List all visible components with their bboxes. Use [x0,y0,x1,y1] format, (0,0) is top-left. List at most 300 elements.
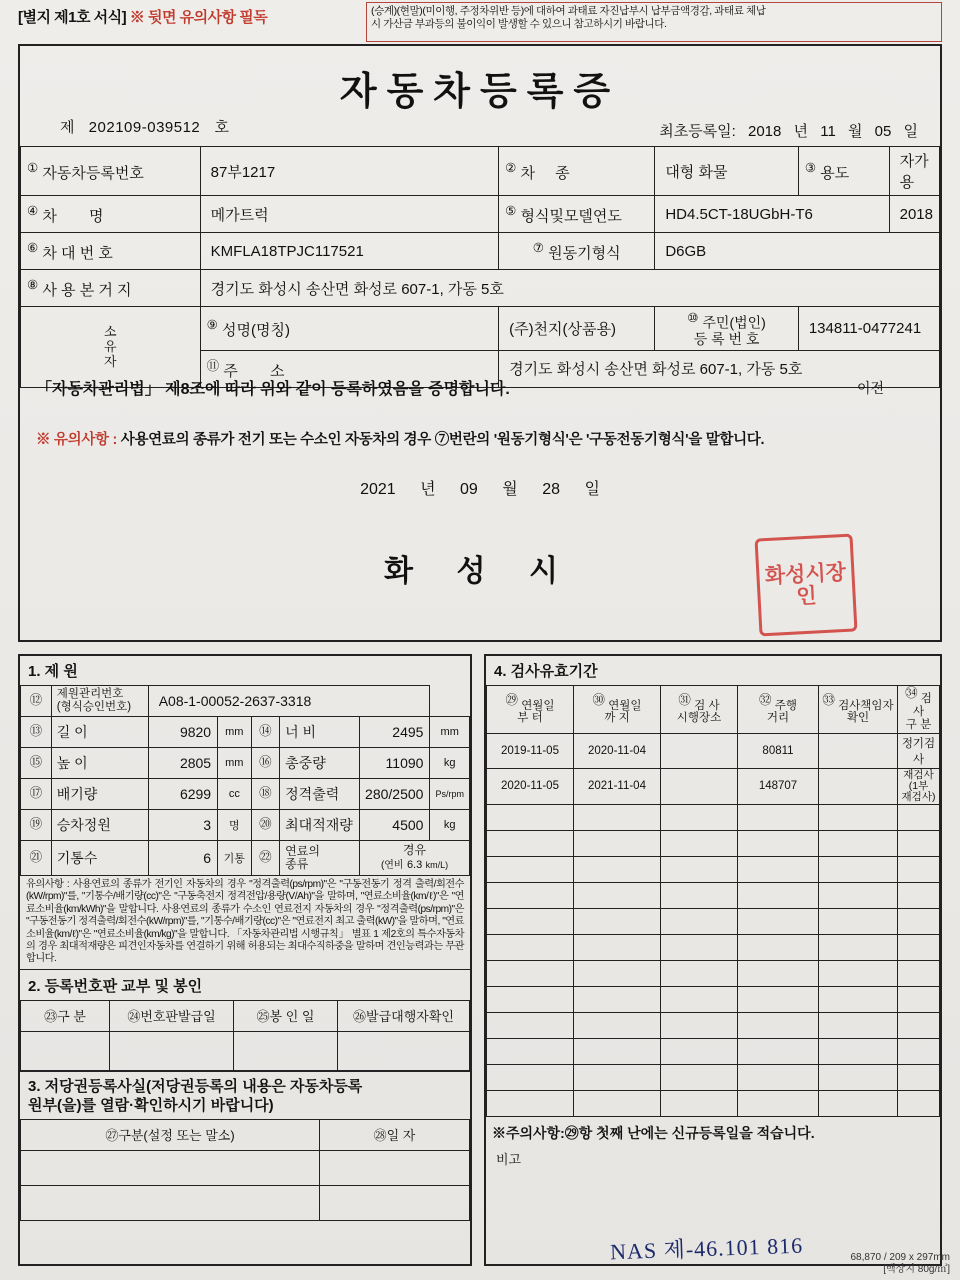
insp-cell-4-inspector [819,856,898,882]
insp-marker-34: ㉞ [905,686,918,700]
form-tag [18,6,267,27]
mortgage-cell-0-0 [21,1150,320,1185]
notice-line-1: (승계)(현말)(미이행, 주정차위반 등)에 대하여 과태료 자진납부시 납부금액경감, 과태료 체납 [371,5,766,17]
first-reg-month: 11 [820,123,836,140]
insp-cell-6-place [661,908,738,934]
insp-cell-11-inspector [819,1038,898,1064]
insp-cell-0-type: 정기검사 [898,733,940,768]
table-row [487,768,940,804]
insp-header-type-l1: 검 사 [912,692,932,718]
insp-cell-6-inspector [819,908,898,934]
value-vehicle-name: 메가트럭 [200,196,498,233]
marker-2: ② [505,160,517,175]
table-row [21,779,470,810]
value-owner-address: 경기도 화성시 송산면 화성로 607-1, 가동 5호 [499,350,940,387]
insp-cell-12-distance [738,1064,819,1090]
mortgage-header-1: ㉘일 자 [320,1119,470,1150]
insp-header-place-l2: 시행장소 [676,712,722,725]
insp-cell-6-type [898,908,940,934]
table-row [21,233,940,270]
table-row [487,960,940,986]
marker-11: ⑪ [206,359,220,374]
footer-line-1: 68,870 / 209 x 297mm [850,1252,950,1263]
insp-cell-8-inspector [819,960,898,986]
insp-cell-6-from [487,908,574,934]
inspection-block [484,654,942,1266]
insp-marker-31: ㉛ [678,692,691,707]
fuel-efficiency-value: 6.3 [406,859,423,871]
value-model-year: 2018 [889,196,939,233]
insp-header-distance-l2: 거리 [766,712,790,725]
value-vehicle-type: 대형 화물 [655,147,799,196]
label-engine-type: 원동기형식 [548,244,621,262]
table-row [487,882,940,908]
spec-unit-seating: 명 [218,810,251,841]
insp-cell-11-place [661,1038,738,1064]
insp-cell-7-to [574,934,661,960]
inspection-header-from [487,686,574,734]
insp-header-from-l2: 부 터 [517,712,543,725]
vehicle-info-table [20,146,940,388]
insp-cell-3-inspector [819,830,898,856]
issue-month-unit: 월 [502,481,518,498]
mortgage-cell-0-1 [320,1150,470,1185]
insp-cell-7-from [487,934,574,960]
insp-cell-11-to [574,1038,661,1064]
table-row [487,830,940,856]
table-row [487,934,940,960]
plate-cell-0-1 [110,1031,234,1070]
inspection-table [486,685,940,1117]
spec-table [20,685,470,876]
spec-value-cylinders: 6 [148,841,217,876]
label-vehicle-type: 차 종 [520,164,578,182]
cell-label-engine-type [499,233,655,270]
table-row [487,733,940,768]
spec-value-power: 280/2500 [360,779,430,810]
insp-cell-0-from: 2019-11-05 [487,733,574,768]
insp-cell-6-to [574,908,661,934]
insp-cell-2-distance [738,804,819,830]
label-reg-no: 자동차등록번호 [42,164,144,182]
insp-cell-8-to [574,960,661,986]
insp-cell-7-type [898,934,940,960]
insp-cell-1-distance: 148707 [738,768,819,804]
spec-marker-19: ⑲ [29,816,43,831]
spec-label-fuel-type [280,841,360,876]
table-row [21,307,940,351]
spec-label-height: 높 이 [51,748,148,779]
warning-text: 사용연료의 종류가 전기 또는 수소인 자동차의 경우 ⑦번란의 '원동기형식'은 '구동전동기형식'을 말합니다. [120,432,765,448]
insp-cell-1-place [661,768,738,804]
table-row [21,1031,470,1070]
insp-cell-9-place [661,986,738,1012]
marker-9: ⑨ [206,317,218,332]
insp-header-inspector-l1: 검사책임자 [838,699,894,712]
marker-5: ⑤ [505,203,517,218]
value-usage: 자가용 [889,147,939,196]
table-row [21,1119,470,1150]
insp-cell-5-inspector [819,882,898,908]
cell-label-vehicle-name [21,196,201,233]
official-seal-stamp: 화성시장인 [755,534,858,637]
insp-cell-2-inspector [819,804,898,830]
insp-cell-13-distance [738,1090,819,1116]
spec-label-max-load: 최대적재량 [280,810,360,841]
insp-cell-11-type [898,1038,940,1064]
cell-label-reg-no [21,147,201,196]
insp-cell-13-type [898,1090,940,1116]
label-vehicle-name: 차 명 [42,207,118,225]
insp-cell-13-from [487,1090,574,1116]
insp-marker-33: ㉝ [822,692,835,707]
inspection-header-type [898,686,940,734]
remark-label: 비고 [496,1151,522,1167]
label-owner-address: 주 소 [223,363,299,381]
insp-cell-9-inspector [819,986,898,1012]
spec-block [18,654,472,1266]
table-row [21,748,470,779]
insp-marker-29: ㉙ [505,692,518,707]
marker-8: ⑧ [27,277,39,292]
insp-cell-10-distance [738,1012,819,1038]
spec-marker-14: ⑭ [259,723,272,738]
spec-unit-displacement: cc [218,779,251,810]
first-reg-year: 2018 [748,123,782,140]
reg-prefix: 제 [60,119,75,136]
spec-value-width: 2495 [360,717,430,748]
spec-marker-12: ⑫ [29,692,43,707]
spec-value-max-load: 4500 [360,810,430,841]
spec-marker-21: ㉑ [29,849,43,864]
cell-label-usage [798,147,889,196]
insp-cell-10-place [661,1012,738,1038]
insp-cell-0-inspector [819,733,898,768]
label-model: 형식및모델연도 [520,207,622,225]
spec-label-manage-no-b: (형식승인번호) [56,701,132,713]
insp-cell-10-to [574,1012,661,1038]
top-strip [18,4,942,40]
table-row [21,1185,470,1220]
inspection-header-distance [738,686,819,734]
insp-cell-13-inspector [819,1090,898,1116]
plate-cell-0-3 [338,1031,470,1070]
insp-cell-9-distance [738,986,819,1012]
table-row [487,986,940,1012]
issue-year: 2021 [360,481,396,498]
insp-cell-1-type-b: 재검사) [901,790,936,803]
spec-unit-width: mm [430,717,470,748]
table-row [21,841,470,876]
first-reg-year-unit: 년 [793,123,809,140]
inspection-caution: ※주의사항:㉙항 첫째 난에는 신규등록일을 적습니다. [492,1124,815,1141]
insp-cell-9-from [487,986,574,1012]
insp-cell-13-place [661,1090,738,1116]
insp-cell-10-type [898,1012,940,1038]
insp-cell-8-from [487,960,574,986]
first-reg-day-unit: 일 [903,123,918,140]
label-usage: 용도 [820,164,850,182]
insp-cell-5-distance [738,882,819,908]
form-tag-notice: ※ 뒷면 유의사항 필독 [129,9,268,26]
plate-header-2: ㉕봉 인 일 [234,1000,338,1031]
insp-header-to-l1: 연월일 [608,699,642,712]
mortgage-header-0: ㉗구분(설정 또는 말소) [21,1119,320,1150]
issue-month: 09 [460,481,478,498]
insp-marker-32: ㉜ [759,692,772,707]
first-reg-day: 05 [874,123,892,140]
plate-cell-0-2 [234,1031,338,1070]
value-vin: KMFLA18TPJC117521 [200,233,498,270]
insp-cell-7-inspector [819,934,898,960]
insp-cell-6-distance [738,908,819,934]
spec-marker-16: ⑯ [259,754,272,769]
insp-cell-12-to [574,1064,661,1090]
insp-cell-8-distance [738,960,819,986]
insp-cell-12-place [661,1064,738,1090]
insp-cell-2-type [898,804,940,830]
issue-date [20,476,940,499]
insp-cell-3-from [487,830,574,856]
fuel-efficiency-unit: km/L) [425,860,449,870]
table-row [487,804,940,830]
first-registration-date [655,120,922,141]
label-owner-id-b: 등 록 번 호 [693,330,760,347]
mortgage-title-a: 3. 저당권등록사실(저당권등록의 내용은 자동차등록 [28,1077,363,1095]
insp-header-to-l2: 까 지 [604,712,630,725]
table-row [21,1150,470,1185]
insp-marker-30: ㉚ [592,692,605,707]
insp-header-from-l1: 연월일 [521,699,555,712]
first-reg-label: 최초등록일: [659,123,736,140]
table-row [21,196,940,233]
insp-cell-1-type-a: 재검사(1부 [903,768,934,792]
insp-cell-5-to [574,882,661,908]
insp-cell-4-from [487,856,574,882]
marker-6: ⑥ [27,240,39,255]
insp-cell-10-from [487,1012,574,1038]
insp-cell-5-from [487,882,574,908]
insp-cell-12-from [487,1064,574,1090]
insp-cell-7-place [661,934,738,960]
inspection-header-inspector [819,686,898,734]
spec-label-length: 길 이 [51,717,148,748]
value-base-location: 경기도 화성시 송산면 화성로 607-1, 가동 5호 [200,270,939,307]
insp-cell-13-to [574,1090,661,1116]
insp-cell-5-type [898,882,940,908]
inspection-section-title: 4. 검사유효기간 [494,663,598,680]
insp-header-distance-l1: 주행 [774,699,797,712]
notice-box [366,2,942,42]
first-reg-month-unit: 월 [847,123,863,140]
spec-label-manage-no [51,686,148,717]
mortgage-table [20,1119,470,1221]
insp-cell-0-to: 2020-11-04 [574,733,661,768]
spec-label-power: 정격출력 [280,779,360,810]
insp-header-type-l2: 구 분 [905,718,932,731]
insp-cell-1-to: 2021-11-04 [574,768,661,804]
table-row [487,1090,940,1116]
mortgage-cell-1-1 [320,1185,470,1220]
mortgage-cell-1-0 [21,1185,320,1220]
mortgage-title-b: 원부(을)를 열람·확인하시기 바랍니다) [28,1096,274,1114]
spec-label-fuel-type-b: 종류 [285,857,309,871]
insp-cell-5-place [661,882,738,908]
spec-label-displacement: 배기량 [51,779,148,810]
warning-line [36,428,764,449]
insp-cell-9-to [574,986,661,1012]
handwritten-note: NAS 제-46.101 816 [609,1232,804,1265]
value-reg-no: 87부1217 [200,147,498,196]
spec-marker-18: ⑱ [259,785,272,800]
spec-label-fuel-type-a: 연료의 [285,844,320,858]
marker-10: ⑩ [687,311,699,325]
owner-side-label: 소 유 자 [21,307,201,388]
value-model: HD4.5CT-18UGbH-T6 [655,196,889,233]
spec-section-title: 1. 제 원 [28,663,78,680]
spec-value-fuel-type: 경유 [402,843,427,857]
insp-cell-3-distance [738,830,819,856]
mortgage-section-title [20,1071,470,1119]
insp-cell-3-place [661,830,738,856]
value-engine-type: D6GB [655,233,940,270]
marker-7: ⑦ [532,240,544,255]
spec-value-gross-weight: 11090 [360,748,430,779]
label-vin: 차 대 번 호 [42,244,113,262]
insp-cell-9-type [898,986,940,1012]
table-row [487,1012,940,1038]
spec-value-length: 9820 [148,717,217,748]
plate-table [20,1000,470,1071]
insp-cell-8-place [661,960,738,986]
fuel-efficiency-label: (연비 [380,860,404,871]
cell-label-base-location [21,270,201,307]
marker-4: ④ [27,203,39,218]
footer-print-spec [850,1252,950,1276]
table-row [21,270,940,307]
inspection-header-place [661,686,738,734]
notice-line-2: 시 가산금 부과등의 불이익이 발생할 수 있으니 참고하시기 바랍니다. [371,18,667,30]
issue-day-unit: 일 [584,481,600,498]
insp-cell-11-from [487,1038,574,1064]
table-row [21,810,470,841]
plate-header-1: ㉔번호판발급일 [110,1000,234,1031]
table-row [21,1000,470,1031]
spec-unit-length: mm [218,717,251,748]
table-row [487,908,940,934]
marker-1: ① [27,160,39,175]
insp-cell-4-to [574,856,661,882]
insp-cell-10-inspector [819,1012,898,1038]
insp-header-place-l1: 검 사 [694,699,720,712]
spec-label-manage-no-a: 제원관리번호 [56,688,124,700]
insp-cell-0-distance: 80811 [738,733,819,768]
spec-note: 유의사항 : 사용연료의 종류가 전기인 자동차의 경우 "정격출력(ps/rpm)"은 "구동전동기 정격 출력/회전수(kW/rpm)"를, "기통수/배기량(cc)"은 "구동축전지 정격전압/용량(V/Ah)"을 말하며, "연료소비율(km/ℓ)"은 "연료소비율(km/kWh)"을 말합니다. 사용연료의 종류가 수소인 연료전지 자동차의 경우 "정격출력(ps/rpm)"은 "구동전동기 정격출력/회전수(kW/rpm)"를, "기통수/배기량(cc)"은 "연료전지 최고 출력(kW)"을 말하며, "연료소비율(km/ℓ)"은 "연료소비율(km/kg)"을 말합니다. 「자동차관리법 시행규칙」 별표 1 제2호의 특수자동차의 경우 최대적재량은 피견인자동차를 연결하기 위해 허용되는 최대수직하중을 말하며 견인능력과는 무관합니다. [26,879,464,965]
table-row [487,1064,940,1090]
value-owner-id: 134811-0477241 [798,307,939,351]
spec-unit-height: mm [218,748,251,779]
footer-line-2: [백상지 80g/㎡] [883,1264,950,1275]
warning-prefix: ※ 유의사항 : [36,432,118,448]
insp-cell-3-to [574,830,661,856]
insp-cell-8-type [898,960,940,986]
insp-cell-2-from [487,804,574,830]
spec-value-displacement: 6299 [148,779,217,810]
plate-cell-0-0 [21,1031,110,1070]
spec-unit-power: Ps/rpm [430,779,470,810]
insp-header-inspector-l2: 확인 [846,712,870,725]
table-row [21,147,940,196]
issue-day: 28 [542,481,560,498]
insp-cell-7-distance [738,934,819,960]
spec-unit-cylinders: 기통 [218,841,251,876]
issue-year-unit: 년 [420,481,436,498]
insp-cell-0-place [661,733,738,768]
cell-label-vehicle-type [499,147,655,196]
spec-value-height: 2805 [148,748,217,779]
marker-3: ③ [804,160,817,175]
form-tag-prefix: [별지 제1호 서식] [18,9,127,26]
spec-marker-17: ⑰ [29,785,43,800]
insp-cell-1-from: 2020-11-05 [487,768,574,804]
cell-label-model [499,196,655,233]
insp-cell-1-type [898,768,940,804]
spec-unit-gross-weight: kg [430,748,470,779]
spec-marker-20: ⑳ [259,816,272,831]
table-row [487,856,940,882]
certify-text: 「자동차관리법」 제8조에 따라 위와 같이 등록하였음을 증명합니다. [36,381,510,398]
spec-value-manage-no: A08-1-00052-2637-3318 [148,686,430,717]
table-row [21,717,470,748]
spec-marker-15: ⑮ [29,754,43,769]
spec-unit-max-load: kg [430,810,470,841]
plate-header-0: ㉓구 분 [21,1000,110,1031]
table-row [21,686,470,717]
certificate-frame [18,44,942,642]
spec-value-seating: 3 [148,810,217,841]
issuer-name: 화 성 시 [384,555,576,588]
label-owner-name: 성명(명칭) [222,321,290,339]
reg-suffix: 호 [214,119,229,136]
plate-header-3: ㉖발급대행자확인 [338,1000,470,1031]
insp-cell-1-inspector [819,768,898,804]
spec-label-gross-weight: 총중량 [280,748,360,779]
insp-cell-2-place [661,804,738,830]
table-row [487,686,940,734]
insp-cell-2-to [574,804,661,830]
plate-section-title: 2. 등록번호판 교부 및 봉인 [20,969,470,1000]
inspection-header-to [574,686,661,734]
spec-label-seating: 승차정원 [51,810,148,841]
insp-cell-4-distance [738,856,819,882]
insp-cell-4-type [898,856,940,882]
cell-label-owner-name [200,307,498,351]
label-base-location: 사 용 본 거 지 [42,281,132,299]
cell-label-vin [21,233,201,270]
spec-label-width: 너 비 [280,717,360,748]
registration-number-line [60,116,229,137]
spec-marker-13: ⑬ [29,723,43,738]
spec-label-cylinders: 기통수 [51,841,148,876]
label-owner-id-a: 주민(법인) [702,314,766,331]
insp-cell-12-inspector [819,1064,898,1090]
reg-number: 202109-039512 [88,119,201,136]
insp-cell-4-place [661,856,738,882]
insp-cell-12-type [898,1064,940,1090]
page-title: 자동차등록증 [339,71,621,113]
value-owner-name: (주)천지(상품용) [499,307,655,351]
table-row [487,1038,940,1064]
